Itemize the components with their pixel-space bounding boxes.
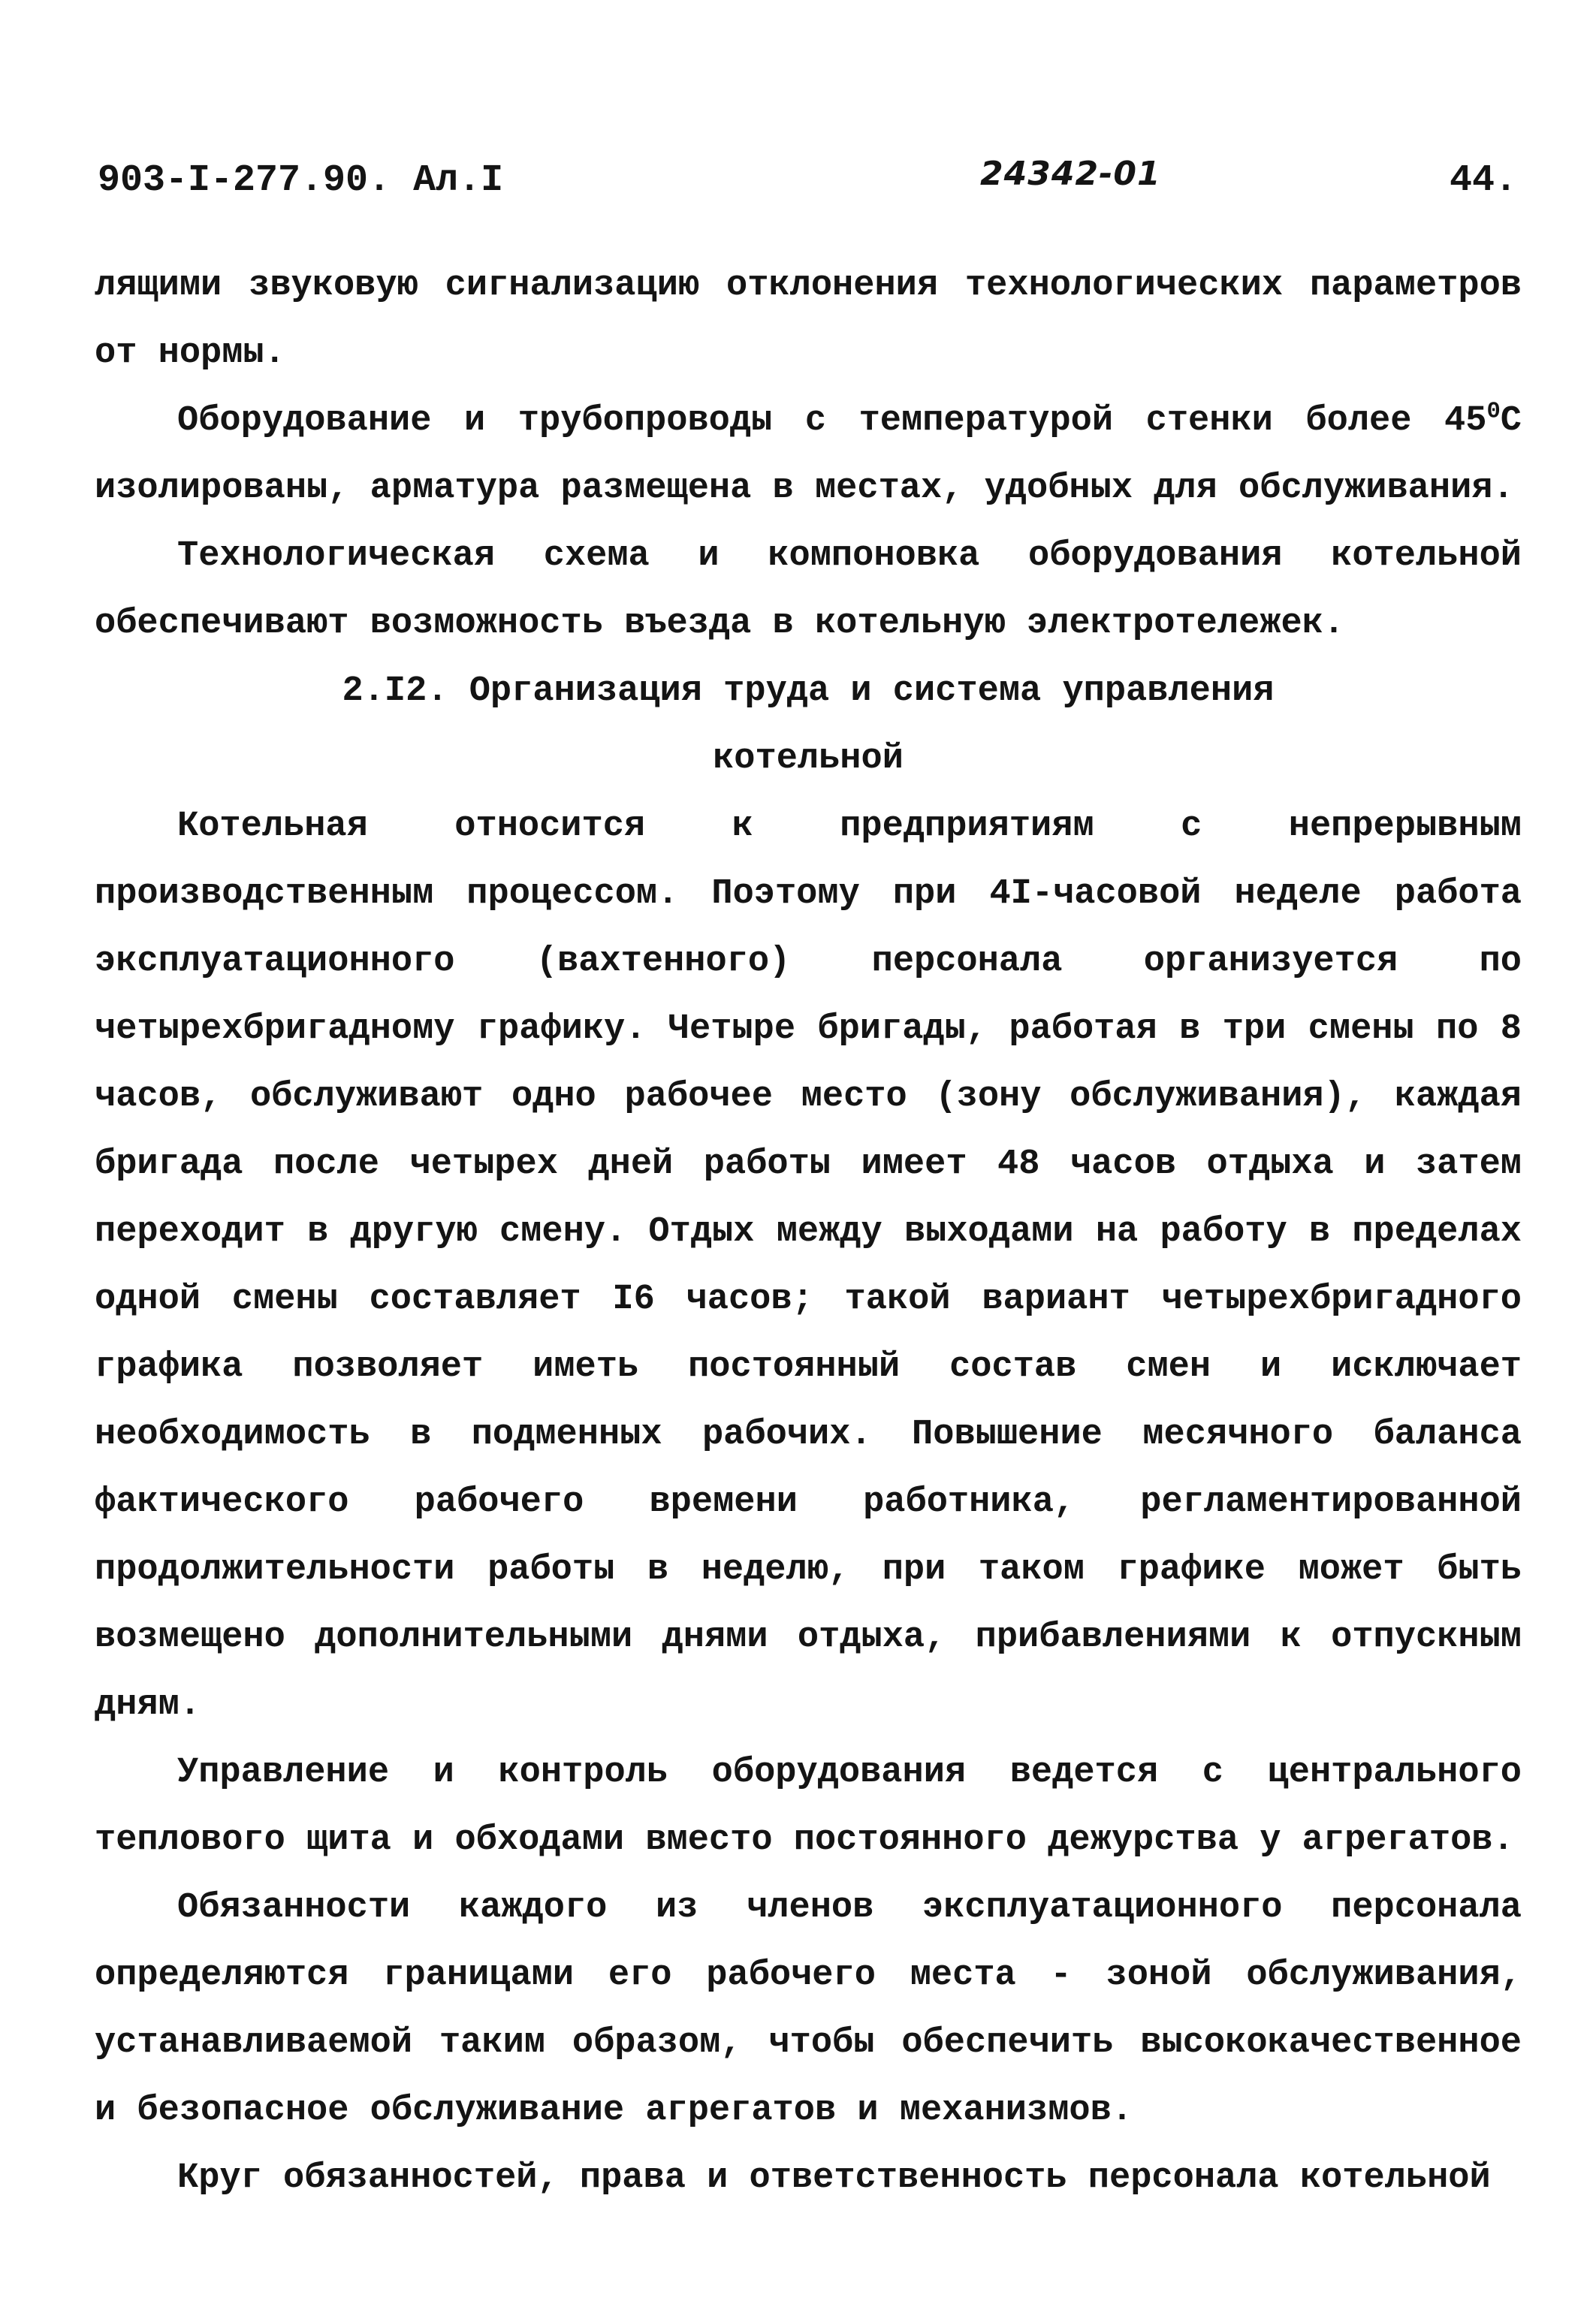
paragraph-insulation-text-2: С изолированы, арматура размещена в местах, удобных для обслуживания. — [95, 401, 1522, 508]
paragraph-responsibilities: Круг обязанностей, права и ответственность персонала котельной — [177, 2158, 1491, 2198]
section-heading-line-1: 2.I2. Организация труда и система управления — [342, 671, 1275, 711]
degree-superscript: 0 — [1486, 399, 1501, 425]
paragraph-insulation — [95, 388, 1522, 523]
paragraph-insulation-text-1: Оборудование и трубопроводы с температурой стенки более 45 — [177, 401, 1487, 441]
paragraph-control: Управление и контроль оборудования ведется с центрального теплового щита и обходами вместо постоянного дежурства у агрегатов. — [95, 1753, 1522, 1860]
document-body — [95, 252, 1522, 2212]
page-number: 44. — [1449, 159, 1517, 202]
document-code: 903-I-277.90. Ал.I — [98, 159, 504, 202]
page-header — [98, 155, 1517, 212]
paragraph-continuation: лящими звуковую сигнализацию отклонения технологических параметров от нормы. — [95, 266, 1522, 373]
handwritten-archive-number: 24342-01 — [980, 155, 1161, 193]
section-heading-line-2: котельной — [713, 739, 904, 779]
paragraph-layout: Технологическая схема и компоновка оборудования котельной обеспечивают возможность въезда в котельную электротележек. — [95, 536, 1522, 644]
section-heading — [185, 658, 1432, 793]
paragraph-duties: Обязанности каждого из членов эксплуатационного персонала определяются границами его рабочего места - зоной обслуживания, устанавливаемой таким образом, чтобы обеспечить высококачественное и безопасное обслуживание агрегатов и механизмов. — [95, 1888, 1522, 2131]
paragraph-work-schedule: Котельная относится к предприятиям с непрерывным производственным процессом. Поэтому при 4I-часовой неделе работа эксплуатационного (вахтенного) персонала организуется по четырехбригадному графику. Четыре бригады, работая в три смены по 8 часов, обслуживают одно рабочее место (зону обслуживания), каждая бригада после четырех дней работы имеет 48 часов отдыха и затем переходит в другую смену. Отдых между выходами на работу в пределах одной смены составляет I6 часов; такой вариант четырехбригадного графика позволяет иметь постоянный состав смен и исключает необходимость в подменных рабочих. Повышение месячного баланса фактического рабочего времени работника, регламентированной продолжительности работы в неделю, при таком графике может быть возмещено дополнительными днями отдыха, прибавлениями к отпускным дням. — [95, 807, 1522, 1725]
